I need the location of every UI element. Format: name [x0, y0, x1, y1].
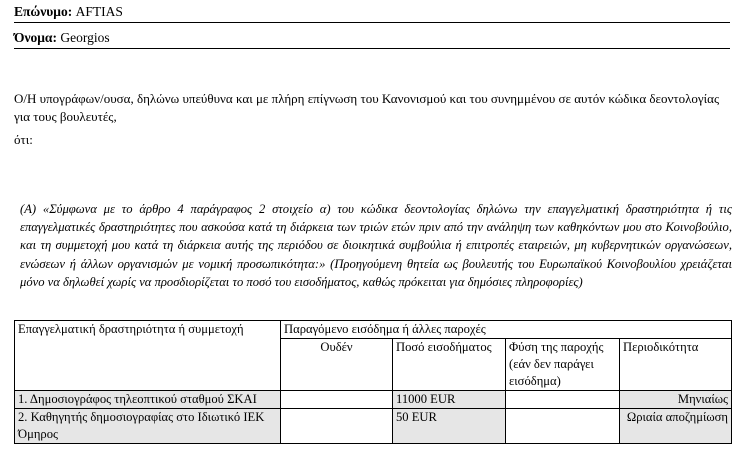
activity-table [14, 320, 732, 444]
declaration-oti: ότι: [14, 132, 33, 147]
row-nature [506, 391, 620, 409]
row-activity: 2. Καθηγητής δημοσιογραφίας στο Ιδιωτικό ΙΕΚ Όμηρος [15, 409, 281, 444]
declaration-intro: Ο/Η υπογράφων/ουσα, δηλώνω υπεύθυνα και με πλήρη επίγνωση του Κανονισμού και του συνημμένου σε αυτόν κώδικα δεοντολογίας για τους βουλευτές, [14, 91, 720, 124]
surname-label: Επώνυμο: [14, 4, 73, 19]
header-none: Ουδέν [281, 339, 393, 391]
row-none [281, 409, 393, 444]
table-row [15, 391, 732, 409]
name-value: Georgios [60, 30, 110, 45]
row-activity: 1. Δημοσιογράφος τηλεοπτικού σταθμού ΣΚΑΙ [15, 391, 281, 409]
header-amount: Ποσό εισοδήματος [393, 339, 506, 391]
row-nature [506, 409, 620, 444]
row-amount: 11000 EUR [393, 391, 506, 409]
header-nature: Φύση της παροχής (εάν δεν παράγει εισόδημα) [506, 339, 620, 391]
header-activity: Επαγγελματική δραστηριότητα ή συμμετοχή [15, 321, 281, 391]
row-period: Ωριαία αποζημίωση [620, 409, 732, 444]
name-label: Όνομα: [14, 30, 57, 45]
table-row [15, 409, 732, 444]
surname-value: AFTIAS [75, 4, 123, 19]
row-period: Μηνιαίως [620, 391, 732, 409]
name-field [14, 28, 730, 49]
header-period: Περιοδικότητα [620, 339, 732, 391]
header-income-group: Παραγόμενο εισόδημα ή άλλες παροχές [281, 321, 732, 339]
surname-field [14, 2, 730, 23]
section-a-text: (A) «Σύμφωνα με το άρθρο 4 παράγραφος 2 στοιχείο α) του κώδικα δεοντολογίας δηλώνω την επαγγελματική δραστηριότητα ή τις επαγγελματικές δραστηριότητες που ασκούσα κατά τη διάρκεια των τριών ετών πριν από την ανάληψη των καθηκόντων μου στο Κοινοβούλιο, και τη συμμετοχή μου κατά τη διάρκεια αυτής της περιόδου σε διοικητικά συμβούλια ή επιτροπές εταιρειών, μη κυβερνητικών οργανώσεων, ενώσεων ή άλλων οργανισμών με νομική προσωπικότητα:» (Προηγούμενη θητεία ως βουλευτής του Ευρωπαϊκού Κοινοβουλίου χρειάζεται μόνο να δηλωθεί χωρίς να προσδιορίζεται το ποσό του εισοδήματος, καθώς πρόκειται για δημόσιες πληροφορίες) [20, 202, 732, 289]
row-none [281, 391, 393, 409]
row-amount: 50 EUR [393, 409, 506, 444]
table-header-row [15, 321, 732, 339]
